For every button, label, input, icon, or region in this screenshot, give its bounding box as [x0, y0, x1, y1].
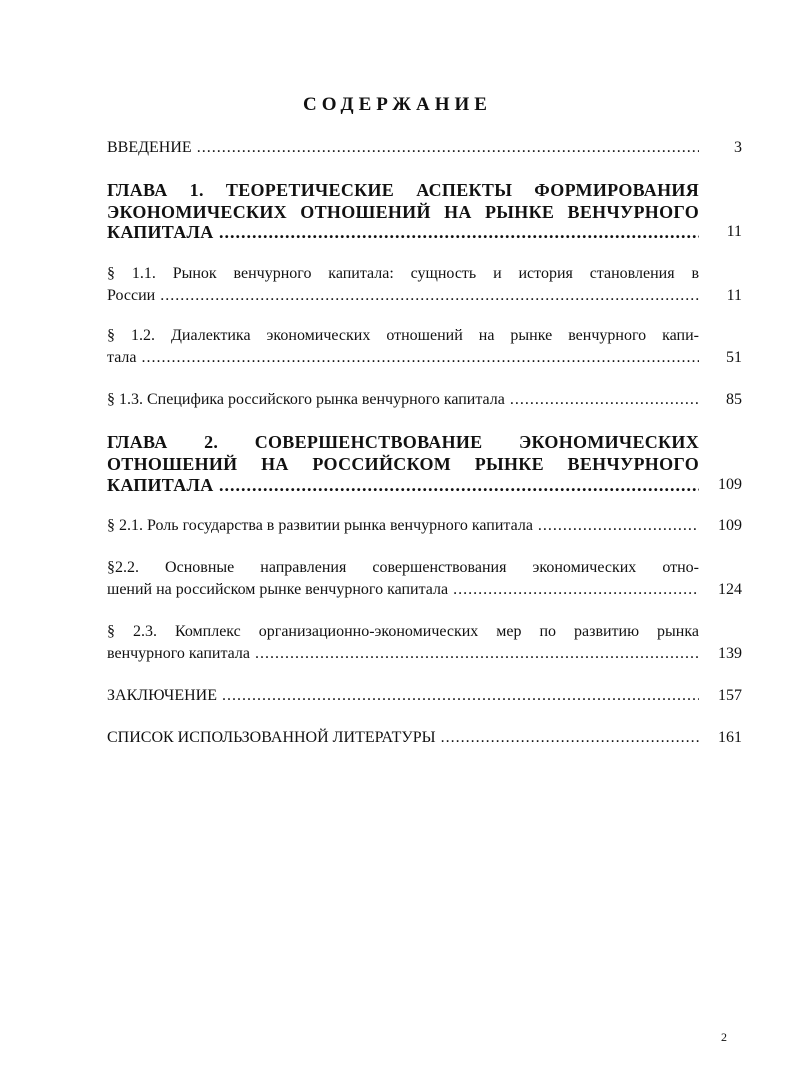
toc-section-2-1[interactable] — [107, 514, 742, 538]
toc-section-1-1-line-2[interactable] — [107, 284, 742, 308]
toc-entry-page: 11 — [726, 223, 742, 240]
toc-entry-page: 51 — [726, 349, 742, 366]
toc-entry-title: § 1.3. Специфика российского рынка венчурного капитала ..... — [107, 388, 699, 412]
toc-section-2-2-line-1[interactable] — [107, 556, 742, 580]
toc-section-1-1-line-1[interactable] — [107, 262, 742, 286]
toc-chapter-1-line-3[interactable] — [107, 220, 742, 244]
page-number: 2 — [721, 1030, 727, 1044]
toc-section-1-3[interactable] — [107, 388, 742, 412]
toc-section-2-3-line-2[interactable] — [107, 642, 742, 666]
toc-entry-title: тала ..... — [107, 346, 699, 370]
toc-entry-page: 124 — [718, 581, 742, 598]
toc-entry-title: ГЛАВА 2. СОВЕРШЕНСТВОВАНИЕ ЭКОНОМИЧЕСКИХ — [107, 432, 699, 452]
toc-entry-title: §2.2. Основные направления совершенствования экономических отно- — [107, 559, 699, 576]
toc-entry-title: § 1.1. Рынок венчурного капитала: сущность и история становления в — [107, 265, 699, 282]
toc-entry-title: ЭКОНОМИЧЕСКИХ ОТНОШЕНИЙ НА РЫНКЕ ВЕНЧУРНОГО — [107, 202, 699, 222]
toc-entry-page: 157 — [718, 687, 742, 704]
toc-entry-title: § 1.2. Диалектика экономических отношений на рынке венчурного капи- — [107, 327, 699, 344]
toc-entry-title: ЗАКЛЮЧЕНИЕ ..... — [107, 684, 699, 708]
toc-entry-title: § 2.1. Роль государства в развитии рынка венчурного капитала ..... — [107, 514, 699, 538]
toc-entry-page: 109 — [718, 517, 742, 534]
toc-section-1-2-line-1[interactable] — [107, 324, 742, 348]
page-title: СОДЕРЖАНИЕ — [303, 94, 492, 115]
toc-section-1-2-line-2[interactable] — [107, 346, 742, 370]
toc-entry-title: СПИСОК ИСПОЛЬЗОВАННОЙ ЛИТЕРАТУРЫ ..... — [107, 726, 699, 750]
toc-entry-page: 3 — [734, 139, 742, 156]
toc-chapter-1-line-1[interactable] — [107, 178, 742, 202]
toc-section-2-2-line-2[interactable] — [107, 578, 742, 602]
toc-entry-title: КАПИТАЛА ..... — [107, 220, 699, 244]
toc-entry-page: 161 — [718, 729, 742, 746]
toc-section-2-3-line-1[interactable] — [107, 620, 742, 644]
toc-entry-title: венчурного капитала ..... — [107, 642, 699, 666]
toc-entry-introduction[interactable] — [107, 136, 742, 160]
toc-entry-title: шений на российском рынке венчурного капитала ..... — [107, 578, 699, 602]
toc-entry-title: России ..... — [107, 284, 699, 308]
toc-entry-title: ОТНОШЕНИЙ НА РОССИЙСКОМ РЫНКЕ ВЕНЧУРНОГО — [107, 454, 699, 474]
toc-entry-page: 139 — [718, 645, 742, 662]
toc-entry-title: КАПИТАЛА ..... — [107, 473, 699, 497]
toc-entry-page: 85 — [726, 391, 742, 408]
toc-entry-page: 109 — [718, 476, 742, 493]
toc-chapter-2-line-3[interactable] — [107, 473, 742, 497]
toc-entry-page: 11 — [726, 287, 742, 304]
toc-entry-title: ГЛАВА 1. ТЕОРЕТИЧЕСКИЕ АСПЕКТЫ ФОРМИРОВАНИЯ — [107, 180, 699, 200]
toc-entry-references[interactable] — [107, 726, 742, 750]
toc-chapter-2-line-1[interactable] — [107, 430, 742, 454]
toc-entry-conclusion[interactable] — [107, 684, 742, 708]
toc-entry-title: § 2.3. Комплекс организационно-экономических мер по развитию рынка — [107, 623, 699, 640]
toc-entry-title: ВВЕДЕНИЕ ..... — [107, 136, 699, 160]
